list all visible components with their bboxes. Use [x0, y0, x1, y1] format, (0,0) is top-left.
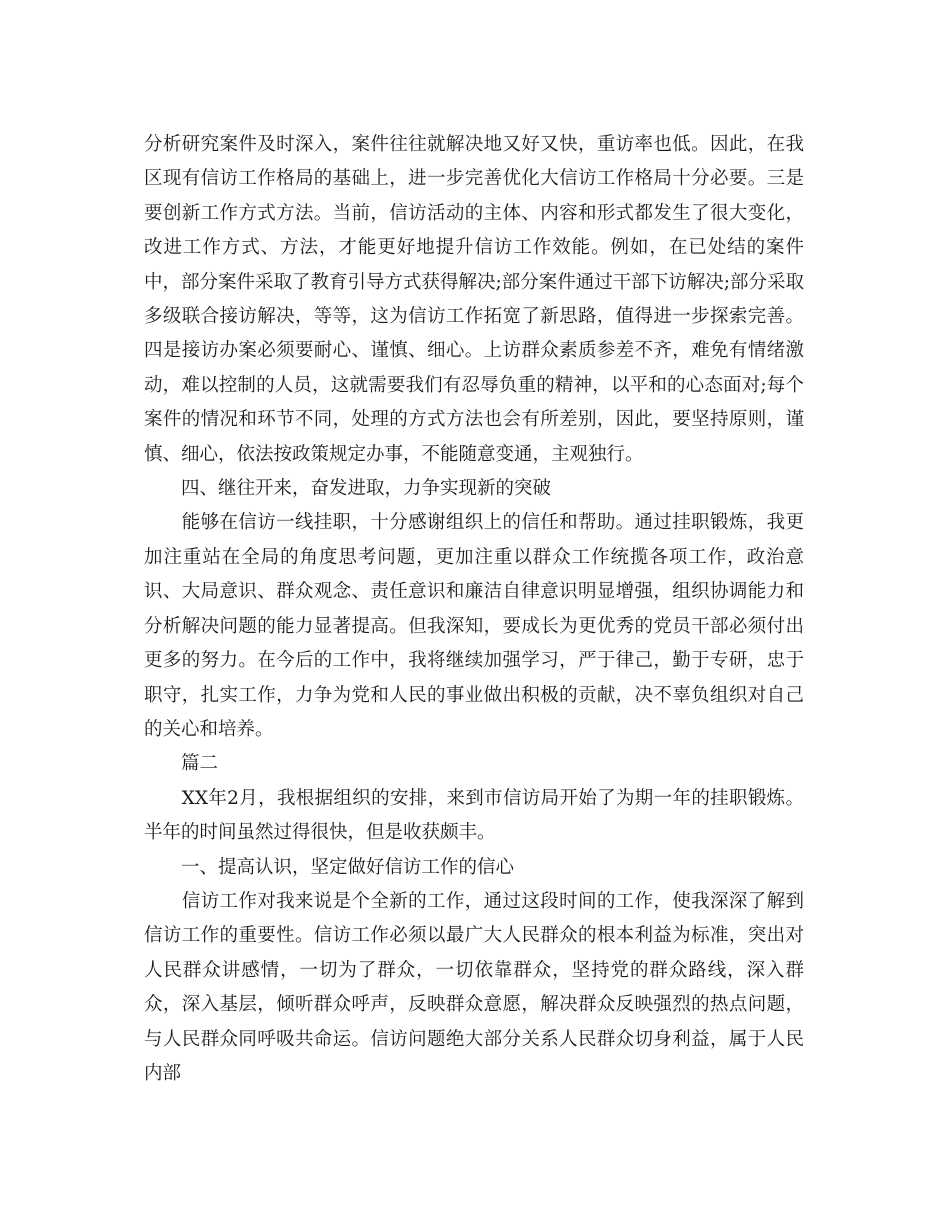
document-page: [144, 128, 804, 1091]
body-paragraph-2: 能够在信访一线挂职，十分感谢组织上的信任和帮助。通过挂职锻炼，我更加注重站在全局的角度思考问题，更加注重以群众工作统揽各项工作，政治意识、大局意识、群众观念、责任意识和廉洁自律意识明显增强，组织协调能力和分析解决问题的能力显著提高。但我深知，要成长为更优秀的党员干部必须付出更多的努力。在今后的工作中，我将继续加强学习，严于律己，勤于专研，忠于职守，扎实工作，力争为党和人民的事业做出积极的贡献，决不辜负组织对自己的关心和培养。: [144, 512, 804, 740]
body-paragraph-4: 信访工作对我来说是个全新的工作，通过这段时间的工作，使我深深了解到信访工作的重要性。信访工作必须以最广大人民群众的根本利益为标准，突出对人民群众讲感情，一切为了群众，一切依靠群众，坚持党的群众路线，深入群众，深入基层，倾听群众呼声，反映群众意愿，解决群众反映强烈的热点问题，与人民群众同呼吸共命运。信访问题绝大部分关系人民群众切身利益，属于人民内部: [144, 890, 804, 1084]
section-heading-1: 一、提高认识，坚定做好信访工作的信心: [144, 856, 515, 878]
body-paragraph-1: 分析研究案件及时深入，案件往往就解决地又好又快，重访率也低。因此，在我区现有信访工作格局的基础上，进一步完善优化大信访工作格局十分必要。三是要创新工作方式方法。当前，信访活动的主体、内容和形式都发生了很大变化，改进工作方式、方法，才能更好地提升信访工作效能。例如，在已处结的案件中，部分案件采取了教育引导方式获得解决;部分案件通过干部下访解决;部分采取多级联合接访解决，等等，这为信访工作拓宽了新思路，值得进一步探索完善。四是接访办案必须要耐心、谨慎、细心。上访群众素质参差不齐，难免有情绪激动，难以控制的人员，这就需要我们有忍辱负重的精神，以平和的心态面对;每个案件的情况和环节不同，处理的方式方法也会有所差别，因此，要坚持原则，谨慎、细心，依法按政策规定办事，不能随意变通，主观独行。: [144, 134, 804, 465]
body-paragraph-3: XX年2月，我根据组织的安排，来到市信访局开始了为期一年的挂职锻炼。半年的时间虽然过得很快，但是收获颇丰。: [144, 787, 804, 844]
chapter-heading-part-two: 篇二: [144, 753, 219, 775]
section-heading-4: 四、继往开来，奋发进取，力争实现新的突破: [144, 478, 552, 500]
